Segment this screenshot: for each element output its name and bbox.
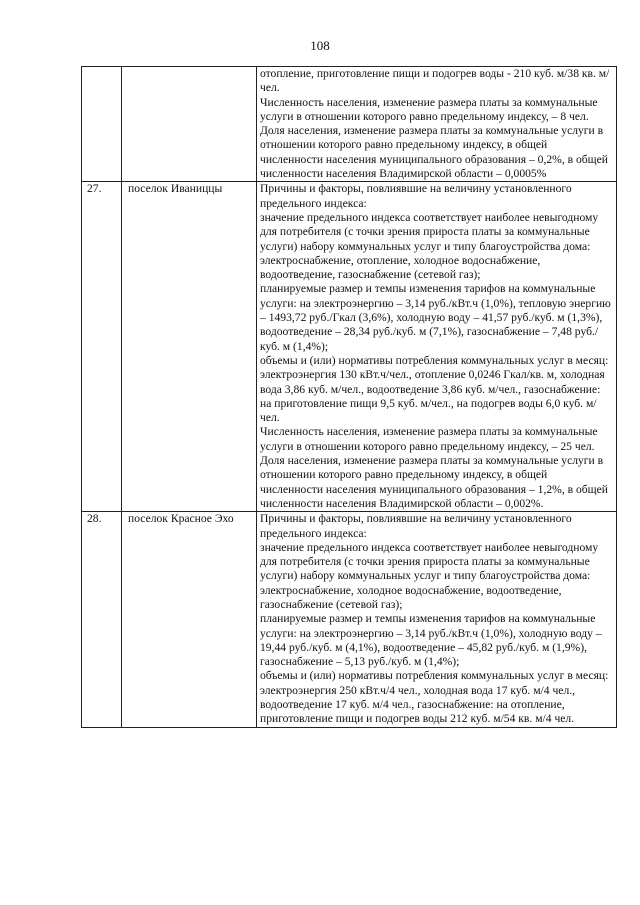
description-paragraph: Численность населения, изменение размера платы за коммунальные услуги в отношении которого равно предельному индексу, – 8 чел. <box>260 95 598 123</box>
settlement-name: поселок Иваниццы <box>122 182 257 512</box>
page-number: 108 <box>310 38 330 53</box>
description-paragraph: значение предельного индекса соответствует наиболее невыгодному для потребителя (с точки зрения прироста платы за коммунальные услуги) набору коммунальных услуг и типу благоустройства дома: электроснабжение, холодное водоснабжение, водоотведение, газоснабжение (сетевой газ); <box>260 540 599 611</box>
table-row <box>82 182 617 512</box>
description-cell <box>257 182 617 512</box>
description-paragraph: объемы и (или) нормативы потребления коммунальных услуг в месяц: электроэнергия 130 кВт.ч/чел., отопление 0,0246 Гкал/кв. м, холодная вода 3,86 куб. м/чел., водоотведение 3,86 куб. м/чел., газоснабжение: на приготовление пищи 9,5 куб. м/чел., на подогрев воды 6,0 куб. м/чел. <box>260 353 609 425</box>
description-paragraph: Причины и факторы, повлиявшие на величину установленного предельного индекса: <box>260 182 572 210</box>
settlement-name <box>122 67 257 182</box>
row-number: 27. <box>82 182 122 512</box>
table-row <box>82 512 617 727</box>
description-paragraph: Доля населения, изменение размера платы за коммунальные услуги в отношении которого равно предельному индексу, в общей численности населения муниципального образования – 0,2%, в общей численности населения Владимирской области – 0,0005% <box>260 124 608 181</box>
description-paragraph: Численность населения, изменение размера платы за коммунальные услуги в отношении которого равно предельному индексу, – 25 чел. <box>260 425 598 453</box>
description-cell <box>257 512 617 727</box>
description-paragraph: Доля населения, изменение размера платы за коммунальные услуги в отношении которого равно предельному индексу, в общей численности населения муниципального образования – 1,2%, в общей численности населения Владимирской области – 0,002%. <box>260 454 608 510</box>
row-number: 28. <box>82 512 122 727</box>
description-paragraph: Причины и факторы, повлиявшие на величину установленного предельного индекса: <box>260 512 572 540</box>
row-number <box>82 67 122 182</box>
settlements-table <box>81 66 617 728</box>
settlement-name: поселок Красное Эхо <box>122 512 257 727</box>
description-paragraph: значение предельного индекса соответствует наиболее невыгодному для потребителя (с точки зрения прироста платы за коммунальные услуги) набору коммунальных услуг и типу благоустройства дома: электроснабжение, отопление, холодное водоснабжение, водоотведение, газоснабжение (сетевой газ); <box>260 210 599 282</box>
description-cell <box>257 67 617 182</box>
description-paragraph: планируемые размер и темпы изменения тарифов на коммунальные услуги: на электроэнергию – 3,14 руб./кВт.ч (1,0%), холодную воду – 19,44 руб./куб. м (4,1%), водоотведение – 45,82 руб./куб. м (1,9%), газоснабжение – 5,13 руб./куб. м (1,4%); <box>260 612 602 669</box>
description-paragraph: отопление, приготовление пищи и подогрев воды - 210 куб. м/38 кв. м/чел. <box>260 67 610 95</box>
description-paragraph: планируемые размер и темпы изменения тарифов на коммунальные услуги: на электроэнергию – 3,14 руб./кВт.ч (1,0%), тепловую энергию – 1493,72 руб./Гкал (3,6%), холодную воду – 41,57 руб./куб. м (1,3%), водоотведение – 28,34 руб./куб. м (7,1%), газоснабжение – 7,48 руб./куб. м (1,4%); <box>260 282 611 353</box>
table-row <box>82 67 617 182</box>
description-paragraph: объемы и (или) нормативы потребления коммунальных услуг в месяц: электроэнергия 250 кВт.ч/4 чел., холодная вода 17 куб. м/4 чел., водоотведение 17 куб. м/4 чел., газоснабжение: на отопление, приготовление пищи и подогрев воды 212 куб. м/54 кв. м/4 чел. <box>260 669 609 726</box>
